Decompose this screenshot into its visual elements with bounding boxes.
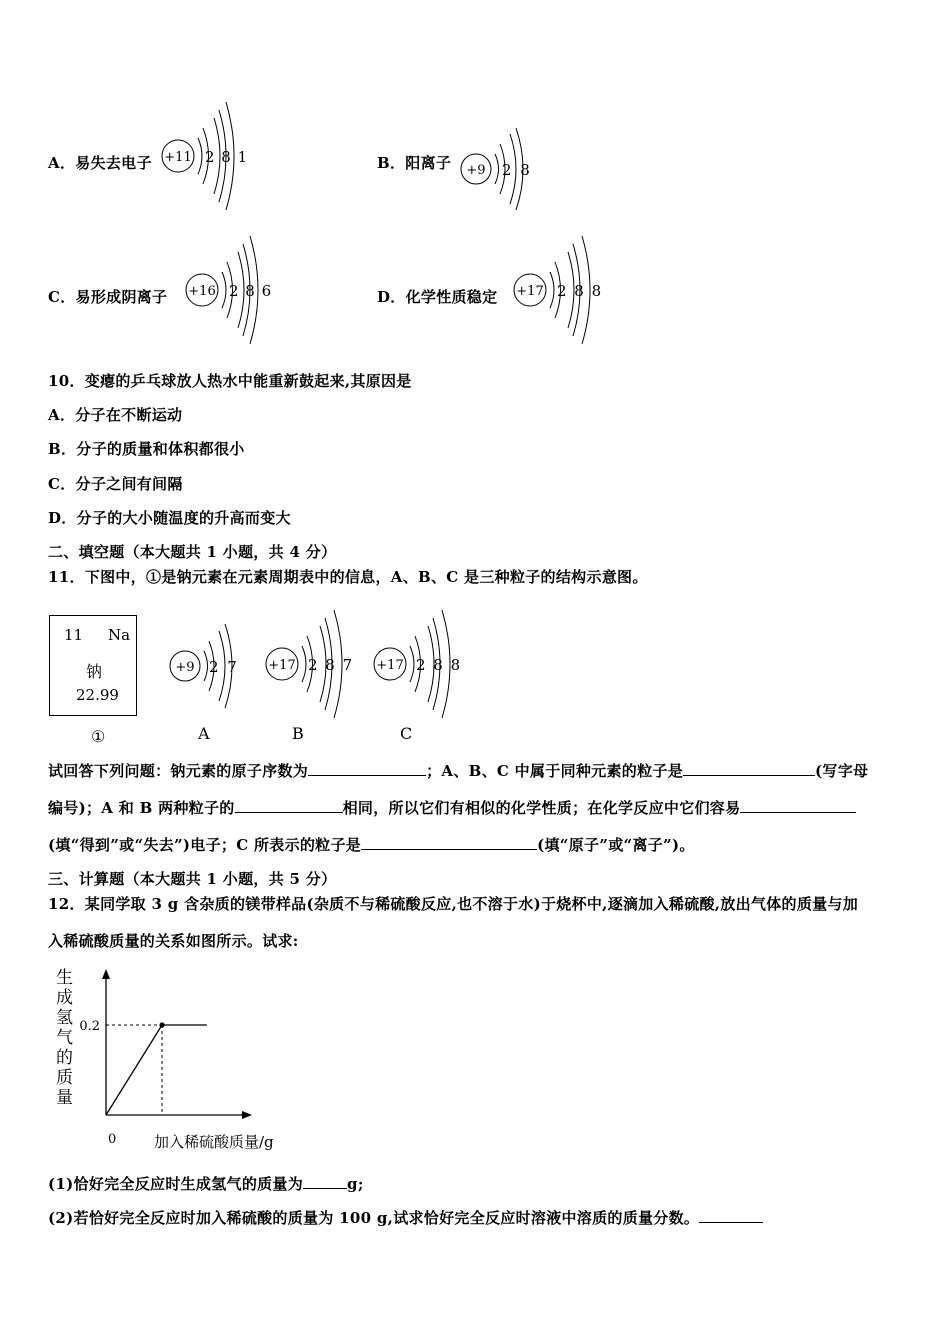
section-2-heading: 二、填空题（本大题共 1 小题，共 4 分） bbox=[48, 543, 337, 561]
q9-option-a-diagram bbox=[158, 96, 248, 216]
q11-question-line-1 bbox=[48, 760, 868, 781]
nucleus-charge: +17 bbox=[268, 658, 296, 673]
reaction-complete-point bbox=[159, 1022, 164, 1027]
q9-option-a-label: A．易失去电子 bbox=[48, 154, 152, 172]
gain-lose-answer-blank[interactable] bbox=[740, 798, 856, 813]
q12-sub2-text: (2)若恰好完全反应时加入稀硫酸的质量为 100 g,试求恰好完全反应时溶液中溶质的质量分数。 bbox=[48, 1209, 700, 1227]
particle-c-diagram bbox=[370, 606, 466, 724]
q10-option-b: B．分子的质量和体积都很小 bbox=[48, 440, 245, 458]
y-tick-label: 0.2 bbox=[79, 1019, 100, 1034]
electron-shells: 2 8 6 bbox=[229, 282, 272, 300]
nucleus-charge: +17 bbox=[376, 658, 404, 673]
q11-line1-part-a: 试回答下列问题：钠元素的原子序数为 bbox=[48, 762, 309, 780]
hydrogen-mass-chart bbox=[48, 965, 298, 1155]
q10-option-d: D．分子的大小随温度的升高而变大 bbox=[48, 509, 291, 527]
electron-shells: 2 8 8 bbox=[416, 656, 462, 674]
atomic-number-answer-blank[interactable] bbox=[308, 761, 426, 776]
nucleus-charge: +9 bbox=[466, 163, 486, 178]
x-axis-arrow bbox=[242, 1111, 252, 1119]
hydrogen-mass-answer-blank[interactable] bbox=[303, 1174, 347, 1189]
q11-question-line-3 bbox=[48, 834, 695, 855]
nucleus-charge: +9 bbox=[175, 660, 195, 675]
q10-stem: 10．变瘪的乒乓球放人热水中能重新鼓起来,其原因是 bbox=[48, 372, 412, 390]
nucleus-charge: +11 bbox=[164, 150, 192, 165]
element-symbol: Na bbox=[108, 626, 131, 644]
nucleus-charge: +16 bbox=[188, 284, 216, 299]
y-axis-label-char: 生 bbox=[56, 968, 73, 988]
y-axis-label-char: 质 bbox=[56, 1068, 73, 1088]
origin-label: 0 bbox=[108, 1132, 117, 1147]
q9-option-d-diagram bbox=[510, 232, 606, 352]
x-axis-label: 加入稀硫酸质量/g bbox=[154, 1133, 274, 1151]
q9-option-d-label: D．化学性质稳定 bbox=[377, 288, 498, 306]
q9-option-b-label: B．阳离子 bbox=[377, 154, 452, 172]
mass-fraction-answer-blank[interactable] bbox=[699, 1208, 763, 1223]
q11-line2-part-a: 编号)；A 和 B 两种粒子的 bbox=[48, 799, 235, 817]
particle-a-caption: A bbox=[198, 724, 210, 743]
y-axis-label-char: 成 bbox=[56, 988, 73, 1008]
electron-shells: 2 7 bbox=[209, 658, 239, 676]
y-axis-arrow bbox=[102, 969, 110, 979]
y-axis-label-char: 氢 bbox=[56, 1008, 73, 1028]
atomic-number: 11 bbox=[64, 626, 84, 644]
periodic-table-cell bbox=[49, 615, 137, 716]
q11-line1-part-b: ；A、B、C 中属于同种元素的粒子是 bbox=[426, 762, 683, 780]
particle-c-caption: C bbox=[400, 724, 413, 743]
electron-shells: 2 8 8 bbox=[557, 282, 603, 300]
nucleus-charge: +17 bbox=[516, 284, 544, 299]
section-3-heading: 三、计算题（本大题共 1 小题，共 5 分） bbox=[48, 870, 337, 888]
q9-option-b-diagram bbox=[458, 124, 538, 214]
q10-option-a: A．分子在不断运动 bbox=[48, 406, 183, 424]
q11-question-line-2 bbox=[48, 797, 856, 818]
y-axis-label-char: 气 bbox=[56, 1028, 73, 1048]
particle-b-caption: B bbox=[292, 724, 304, 743]
element-name: 钠 bbox=[86, 662, 103, 681]
similar-property-answer-blank[interactable] bbox=[235, 798, 343, 813]
y-axis-label-char: 的 bbox=[56, 1048, 73, 1068]
electron-shells: 2 8 bbox=[502, 161, 532, 179]
q10-option-c: C．分子之间有间隔 bbox=[48, 475, 183, 493]
q12-sub-1 bbox=[48, 1173, 364, 1194]
q11-line1-part-c: (写字母 bbox=[815, 762, 869, 780]
y-axis-label-char: 量 bbox=[56, 1088, 73, 1108]
q12-text-line-1: 12．某同学取 3 g 含杂质的镁带样品(杂质不与稀硫酸反应,也不溶于水)于烧杯中,逐滴加入稀硫酸,放出气体的质量与加 bbox=[48, 895, 859, 913]
element-caption: ① bbox=[91, 727, 106, 746]
series-line bbox=[106, 1025, 207, 1115]
y-axis-label bbox=[56, 968, 73, 1108]
q12-sub1-text: (1)恰好完全反应时生成氢气的质量为 bbox=[48, 1175, 304, 1193]
q9-option-c-diagram bbox=[182, 232, 272, 352]
atom-ion-answer-blank[interactable] bbox=[361, 835, 537, 850]
same-element-answer-blank[interactable] bbox=[683, 761, 815, 776]
electron-shells: 2 8 1 bbox=[205, 148, 248, 166]
q11-line3-part-a: (填“得到”或“失去”)电子；C 所表示的粒子是 bbox=[48, 836, 362, 854]
q11-stem: 11．下图中，①是钠元素在元素周期表中的信息，A、B、C 是三种粒子的结构示意图。 bbox=[48, 568, 648, 586]
q11-line2-part-b: 相同，所以它们有相似的化学性质；在化学反应中它们容易 bbox=[342, 799, 741, 817]
electron-shells: 2 8 7 bbox=[308, 656, 354, 674]
particle-a-diagram bbox=[165, 620, 245, 712]
q12-sub-2 bbox=[48, 1207, 763, 1228]
q12-text-line-2: 入稀硫酸质量的关系如图所示。试求: bbox=[48, 932, 299, 950]
q11-line3-part-b: (填“原子”或“离子”)。 bbox=[537, 836, 695, 854]
atomic-mass: 22.99 bbox=[76, 686, 119, 704]
particle-b-diagram bbox=[262, 606, 358, 724]
q12-sub1-unit: g; bbox=[347, 1175, 364, 1193]
q9-option-c-label: C．易形成阴离子 bbox=[48, 288, 168, 306]
